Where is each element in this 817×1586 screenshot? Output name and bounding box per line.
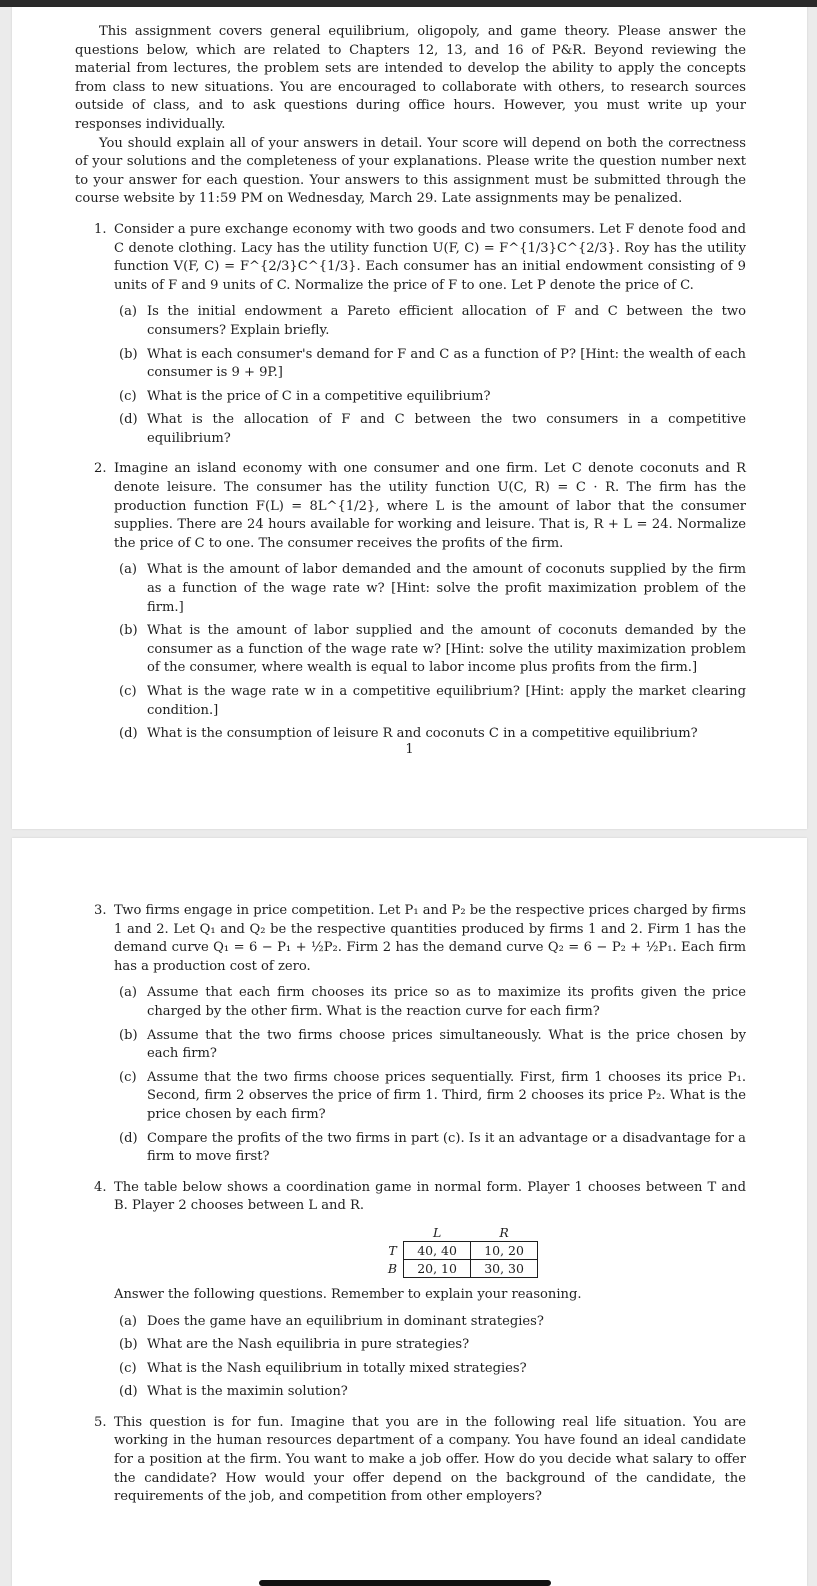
question-part — [114, 411, 746, 448]
payoff-cell-B-R: 30, 30 — [471, 1259, 538, 1277]
part-text: Assume that the two firms choose prices sequentially. First, firm 1 chooses its price P₁. Second, firm 2 observes the price of firm 1. Third, firm 2 chooses its price P₂. What is the price chosen by each firm? — [147, 1069, 746, 1122]
question-5 — [75, 1414, 746, 1507]
payoff-cell-B-L: 20, 10 — [404, 1259, 471, 1277]
question-part — [114, 1027, 746, 1064]
game-table-wrapper — [114, 1224, 746, 1278]
question-part — [114, 1383, 746, 1402]
question-part — [114, 622, 746, 678]
question-part — [114, 346, 746, 383]
column-header-L: L — [432, 1224, 442, 1240]
question-part — [114, 725, 746, 744]
part-label: (a) — [119, 985, 138, 1001]
part-text: What is each consumer's demand for F and C as a function of P? [Hint: the wealth of each consumer is 9 + 9P.] — [147, 346, 746, 381]
part-label: (c) — [119, 388, 137, 404]
question-part — [114, 303, 746, 340]
top-status-bar — [0, 0, 817, 7]
part-label: (c) — [119, 1069, 137, 1085]
part-label: (a) — [119, 562, 138, 578]
part-label: (a) — [119, 1313, 138, 1329]
part-text: What is the price of C in a competitive equilibrium? — [147, 388, 491, 404]
part-text: What is the amount of labor supplied and the amount of coconuts demanded by the consumer as a function of the wage rate w? [Hint: solve the utility maximization problem of the consumer, where wealth is equal to labor income plus profits from the firm.] — [147, 623, 746, 676]
home-indicator-bar[interactable] — [259, 1580, 551, 1586]
row-label-T: T — [388, 1242, 397, 1258]
document-page-1 — [12, 7, 807, 829]
question-parts — [114, 984, 746, 1166]
question-parts — [114, 561, 746, 743]
part-text: What is the allocation of F and C between the two consumers in a competitive equilibrium? — [147, 412, 746, 446]
part-text: Assume that each firm chooses its price so as to maximize its profits given the price charged by the other firm. What is the reaction curve for each firm? — [147, 985, 746, 1019]
part-text: What is the maximin solution? — [147, 1384, 348, 1400]
corner-cell — [382, 1224, 404, 1242]
question-part — [114, 561, 746, 617]
question-parts — [114, 303, 746, 448]
question-number: 3. — [94, 903, 107, 918]
question-part — [114, 1360, 746, 1379]
part-text: Compare the profits of the two firms in part (c). Is it an advantage or a disadvantage for a firm to move first? — [147, 1130, 746, 1165]
question-part — [114, 1336, 746, 1355]
intro-paragraph-1: This assignment covers general equilibrium, oligopoly, and game theory. Please answer the questions below, which are related to Chapters 12, 13, and 16 of P&R. Beyond reviewing the material from lectures, the problem sets are intended to develop the ability to apply the concepts from class to new situations. You are encouraged to collaborate with others, to research sources outside of class, and to ask questions during office hours. However, you must write up your responses individually. — [75, 24, 746, 132]
question-number: 1. — [94, 221, 107, 237]
part-label: (d) — [119, 726, 138, 742]
question-part — [114, 1130, 746, 1167]
part-text: What are the Nash equilibria in pure strategies? — [147, 1337, 470, 1353]
part-text: Does the game have an equilibrium in dominant strategies? — [147, 1313, 544, 1329]
question-number: 2. — [94, 461, 107, 477]
question-part — [114, 1313, 746, 1332]
question-text: The table below shows a coordination game in normal form. Player 1 chooses between T and B. Player 2 chooses between L and R. — [114, 1179, 746, 1214]
part-label: (d) — [119, 1384, 138, 1400]
game-row-B — [382, 1259, 538, 1277]
part-text: What is the Nash equilibrium in totally mixed strategies? — [147, 1360, 527, 1376]
game-payoff-table — [382, 1224, 538, 1278]
page-2-content — [75, 902, 746, 1507]
part-label: (b) — [119, 346, 138, 362]
page-number: 1 — [405, 742, 414, 757]
question-part — [114, 683, 746, 720]
question-part — [114, 984, 746, 1021]
question-number: 5. — [94, 1414, 107, 1430]
part-label: (b) — [119, 623, 138, 639]
question-text: This question is for fun. Imagine that you are in the following real life situation. You are working in the human resources department of a company. You have found an ideal candidate for a position at the firm. You want to make a job offer. How do you decide what salary to offer the candidate? How would your offer depend on the background of the candidate, the requirements of the job, and competition from other employers? — [114, 1414, 746, 1505]
payoff-cell-T-R: 10, 20 — [471, 1241, 538, 1259]
document-page-2 — [12, 838, 807, 1586]
part-label: (b) — [119, 1027, 138, 1043]
part-label: (c) — [119, 684, 137, 699]
part-text: Is the initial endowment a Pareto efficient allocation of F and C between the two consumers? Explain briefly. — [147, 304, 746, 338]
game-header-row — [382, 1224, 538, 1242]
game-row-T — [382, 1241, 538, 1259]
part-label: (c) — [119, 1360, 137, 1376]
part-label: (d) — [119, 1130, 138, 1146]
part-text: What is the wage rate w in a competitive equilibrium? [Hint: apply the market clearing condition.] — [147, 684, 746, 718]
question-number: 4. — [94, 1179, 107, 1195]
question-text: Consider a pure exchange economy with two goods and two consumers. Let F denote food and C denote clothing. Lacy has the utility function U(F, C) = F^{1/3}C^{2/3}. Roy has the utility function V(F, C) = F^{2/3}C^{1/3}. Each consumer has an initial endowment consisting of 9 units of F and 9 units of C. Normalize the price of F to one. Let P denote the price of C. — [114, 221, 746, 293]
question-parts — [114, 1313, 746, 1402]
question-text: Two firms engage in price competition. Let P₁ and P₂ be the respective prices charged by firms 1 and 2. Let Q₁ and Q₂ be the respective quantities produced by firms 1 and 2. Firm 1 has the demand curve Q₁ = 6 − P₁ + ½P₂. Firm 2 has the demand curve Q₂ = 6 − P₂ + ½P₁. Each firm has a production cost of zero. — [114, 903, 746, 974]
part-label: (b) — [119, 1337, 138, 1353]
question-part — [114, 388, 746, 407]
question-4 — [75, 1179, 746, 1402]
part-text: What is the consumption of leisure R and coconuts C in a competitive equilibrium? — [147, 726, 698, 742]
part-text: Assume that the two firms choose prices simultaneously. What is the price chosen by each firm? — [147, 1027, 746, 1062]
payoff-cell-T-L: 40, 40 — [404, 1241, 471, 1259]
question-part — [114, 1069, 746, 1125]
part-text: What is the amount of labor demanded and the amount of coconuts supplied by the firm as a function of the wage rate w? [Hint: solve the profit maximization problem of the firm.] — [147, 562, 746, 615]
question-1 — [75, 221, 746, 449]
page-1-content — [75, 23, 746, 744]
intro-paragraph-2: You should explain all of your answers in detail. Your score will depend on both the correctness of your solutions and the completeness of your explanations. Please write the question number next to your answer for each question. Your answers to this assignment must be submitted through the course website by 11:59 PM on Wednesday, March 29. Late assignments may be penalized. — [75, 135, 746, 207]
part-label: (d) — [119, 412, 138, 428]
question-4-instructions: Answer the following questions. Remember to explain your reasoning. — [114, 1286, 582, 1302]
row-label-B: B — [387, 1260, 398, 1276]
question-3 — [75, 902, 746, 1167]
question-text: Imagine an island economy with one consumer and one firm. Let C denote coconuts and R denote leisure. The consumer has the utility function U(C, R) = C · R. The firm has the production function F(L) = 8L^{1/2}, where L is the amount of labor that the consumer supplies. There are 24 hours available for working and leisure. That is, R + L = 24. Normalize the price of C to one. The consumer receives the profits of the firm. — [114, 461, 746, 551]
part-label: (a) — [119, 304, 138, 320]
column-header-R: R — [499, 1224, 509, 1240]
question-2 — [75, 460, 746, 743]
